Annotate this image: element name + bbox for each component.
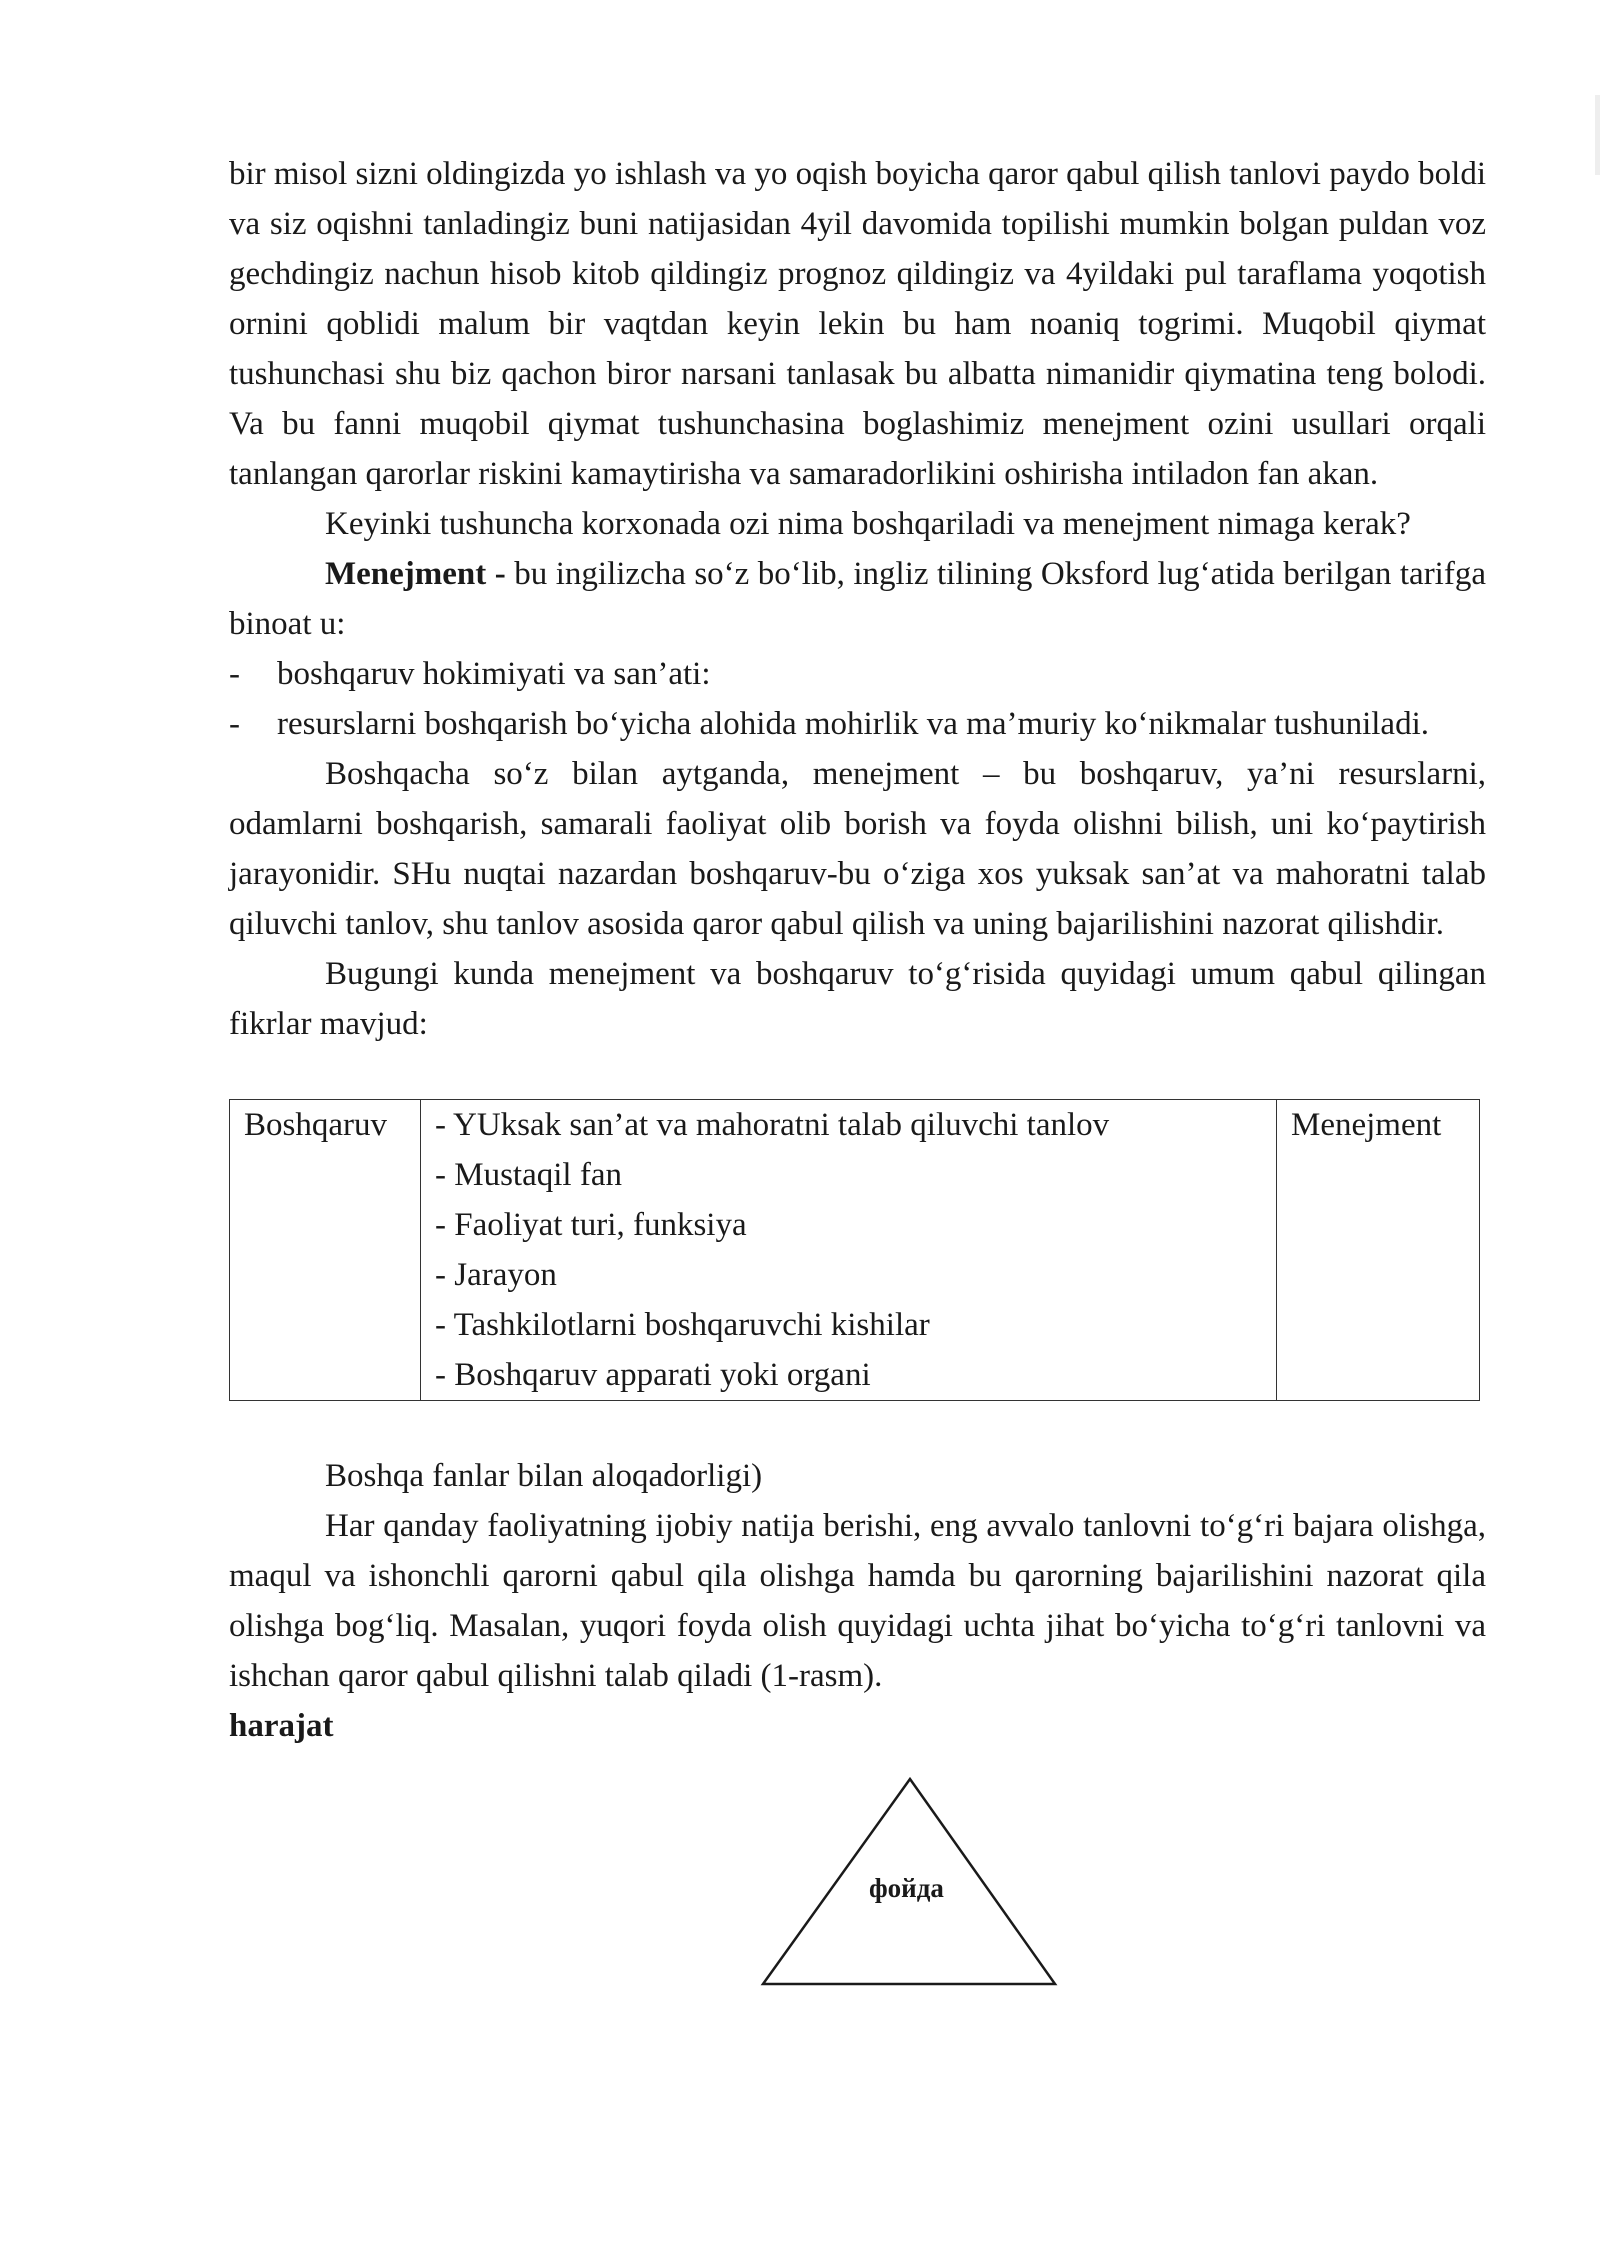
table-row xyxy=(230,1100,1480,1401)
bullet-text: boshqaruv hokimiyati va san’ati: xyxy=(277,656,711,692)
table-item: - Mustaqil fan xyxy=(435,1157,622,1193)
table-cell-boshqaruv: Boshqaruv xyxy=(230,1100,421,1401)
list-item xyxy=(229,649,1486,699)
comparison-table xyxy=(229,1099,1480,1401)
paragraph-example: bir misol sizni oldingizda yo ishlash va yo oqish boyicha qaror qabul qilish tanlovi paydo boldi va siz oqishni tanladingiz buni natijasidan 4yil davomida topilishi mumkin bolgan puldan voz gechdingiz nachun hisob kitob qildingiz prognoz qildingiz va 4yildaki pul taraflama yoqotish ornini qoblidi malum bir vaqtdan keyin lekin bu ham noaniq togrimi. Muqobil qiymat tushunchasi shu biz qachon biror narsani tanlasak bu albatta nimanidir qiymatina teng bolodi. Va bu fanni muqobil qiymat tushunchasina boglashimiz menejment ozini usullari orqali tanlangan qarorlar riskini kamaytirisha va samaradorlikini oshirisha intiladon fan akan. xyxy=(229,156,1486,492)
table-cell-items xyxy=(421,1100,1277,1401)
definition-text: bu ingilizcha so‘z bo‘lib, ingliz tilining Oksford lug‘atida berilgan tarifga binoat u: xyxy=(229,556,1486,642)
table-item: - Boshqaruv apparati yoki organi xyxy=(435,1357,871,1393)
table-item: - Faoliyat turi, funksiya xyxy=(435,1207,747,1243)
triangle-diagram xyxy=(229,1751,1486,2011)
paragraph-definition xyxy=(229,549,1486,649)
paragraph-next-concept: Keyinki tushuncha korxonada ozi nima boshqariladi va menejment nimaga kerak? xyxy=(325,506,1411,542)
bullet-text: resurslarni boshqarish bo‘yicha alohida mohirlik va ma’muriy ko‘nikmalar tushuniladi. xyxy=(277,706,1429,742)
table-cell-menejment: Menejment xyxy=(1277,1100,1480,1401)
page-edge-shadow xyxy=(1595,95,1600,175)
table-item: - YUksak san’at va mahoratni talab qiluvchi tanlov xyxy=(435,1107,1110,1143)
triangle-svg xyxy=(229,1751,1486,2011)
comparison-table-wrapper xyxy=(229,1099,1486,1401)
paragraph-decision: Har qanday faoliyatning ijobiy natija berishi, eng avvalo tanlovni to‘g‘ri bajara olishga, maqul va ishonchli qarorni qabul qila olishga hamda bu qarorning bajarilishini nazorat qila olishga bog‘liq. Masalan, yuqori foyda olish quyidagi uchta jihat bo‘yicha to‘g‘ri tanlovni va ishchan qaror qabul qilishni talab qiladi (1-rasm). xyxy=(229,1508,1486,1694)
bullet-dash: - xyxy=(229,706,240,742)
list-item xyxy=(229,699,1486,749)
document-body xyxy=(229,149,1486,2011)
bullet-dash: - xyxy=(229,656,240,692)
paragraph-explanation: Boshqacha so‘z bilan aytganda, menejment – bu boshqaruv, ya’ni resurslarni, odamlarni boshqarish, samarali faoliyat olib borish va foyda olishni bilish, uni ko‘paytirish jarayonidir. SHu nuqtai nazardan boshqaruv-bu o‘ziga xos yuksak san’at va mahoratni talab qiluvchi tanlov, shu tanlov asosida qaror qabul qilish va uning bajarilishini nazorat qilishdir. xyxy=(229,756,1486,942)
term-menejment: Menejment - xyxy=(325,556,506,592)
paragraph-table-intro: Bugungi kunda menejment va boshqaruv to‘g‘risida quyidagi umum qabul qilingan fikrlar mavjud: xyxy=(229,956,1486,1042)
table-item: - Tashkilotlarni boshqaruvchi kishilar xyxy=(435,1307,930,1343)
figure-top-label: harajat xyxy=(229,1708,334,1744)
paragraph-related-fields: Boshqa fanlar bilan aloqadorligi) xyxy=(325,1458,763,1494)
table-item: - Jarayon xyxy=(435,1257,557,1293)
triangle-center-label: фойда xyxy=(869,1873,944,1903)
